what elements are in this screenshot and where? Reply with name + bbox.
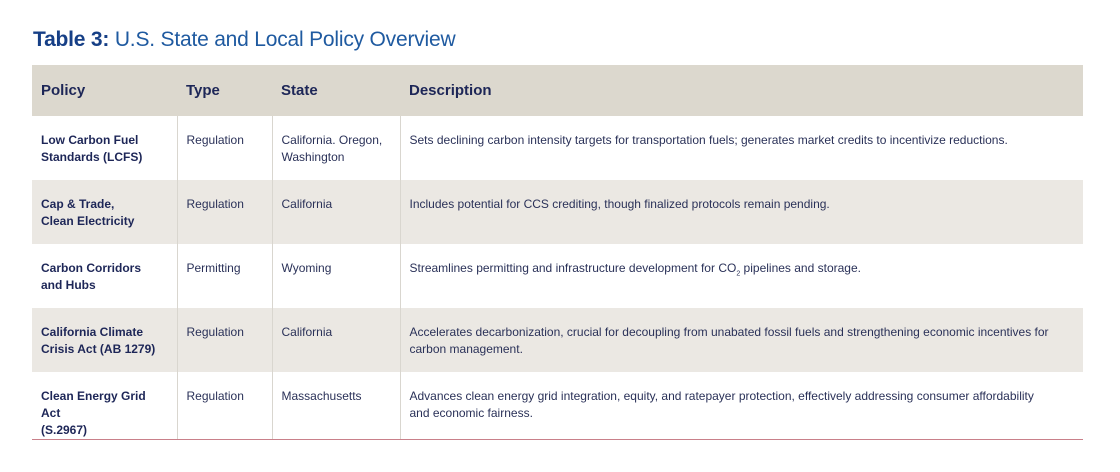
description-cell bbox=[400, 244, 1083, 308]
policy-cell bbox=[32, 372, 177, 440]
table-number-label: Table 3: bbox=[33, 28, 110, 51]
type-cell: Regulation bbox=[177, 308, 272, 372]
header-description: Description bbox=[409, 82, 492, 99]
table-row bbox=[32, 180, 1083, 244]
description-cell: Advances clean energy grid integration, equity, and ratepayer protection, effectively addressing consumer affordability and economic fairness. bbox=[400, 372, 1083, 440]
policy-cell bbox=[32, 116, 177, 180]
description-cell: Sets declining carbon intensity targets for transportation fuels; generates market credits to incentivize reductions. bbox=[400, 116, 1083, 180]
policy-name-line: Standards (LCFS) bbox=[41, 150, 143, 164]
state-cell: Massachusetts bbox=[272, 372, 400, 440]
state-cell bbox=[272, 116, 400, 180]
policy-name-line: Carbon Corridors bbox=[41, 261, 142, 275]
description-text: Streamlines permitting and infrastructure development for CO bbox=[409, 261, 737, 275]
subscript-two: 2 bbox=[736, 270, 741, 278]
state-line: Washington bbox=[281, 150, 345, 164]
description-cell: Accelerates decarbonization, crucial for decoupling from unabated fossil fuels and strengthening economic incentives for carbon management. bbox=[400, 308, 1083, 372]
policy-name-line: Crisis Act (AB 1279) bbox=[41, 342, 156, 356]
state-cell: California bbox=[272, 308, 400, 372]
table-row bbox=[32, 308, 1083, 372]
policy-cell bbox=[32, 244, 177, 308]
policy-name-line: Clean Electricity bbox=[41, 214, 135, 228]
type-cell: Regulation bbox=[177, 372, 272, 440]
header-state: State bbox=[281, 82, 318, 99]
policy-name-line: California Climate bbox=[41, 325, 144, 339]
type-cell: Permitting bbox=[177, 244, 272, 308]
type-cell: Regulation bbox=[177, 116, 272, 180]
table-row bbox=[32, 372, 1083, 440]
header-policy: Policy bbox=[41, 82, 86, 99]
state-cell: California bbox=[272, 180, 400, 244]
policy-name-line: (S.2967) bbox=[41, 423, 88, 437]
policy-name-line: Low Carbon Fuel bbox=[41, 133, 139, 147]
policy-cell bbox=[32, 180, 177, 244]
policy-cell bbox=[32, 308, 177, 372]
table-row bbox=[32, 116, 1083, 180]
policy-name-line: Cap & Trade, bbox=[41, 197, 115, 211]
policy-name-line: and Hubs bbox=[41, 278, 96, 292]
table-title bbox=[33, 27, 455, 53]
state-line: California. Oregon, bbox=[281, 133, 383, 147]
state-cell: Wyoming bbox=[272, 244, 400, 308]
table-row bbox=[32, 244, 1083, 308]
header-type: Type bbox=[186, 82, 220, 99]
table-header-row bbox=[32, 65, 1083, 116]
type-cell: Regulation bbox=[177, 180, 272, 244]
policy-name-line: Clean Energy Grid Act bbox=[41, 389, 146, 420]
table-title-text: U.S. State and Local Policy Overview bbox=[114, 28, 456, 51]
policy-table bbox=[32, 65, 1083, 440]
description-text: pipelines and storage. bbox=[740, 261, 861, 275]
description-cell: Includes potential for CCS crediting, though finalized protocols remain pending. bbox=[400, 180, 1083, 244]
